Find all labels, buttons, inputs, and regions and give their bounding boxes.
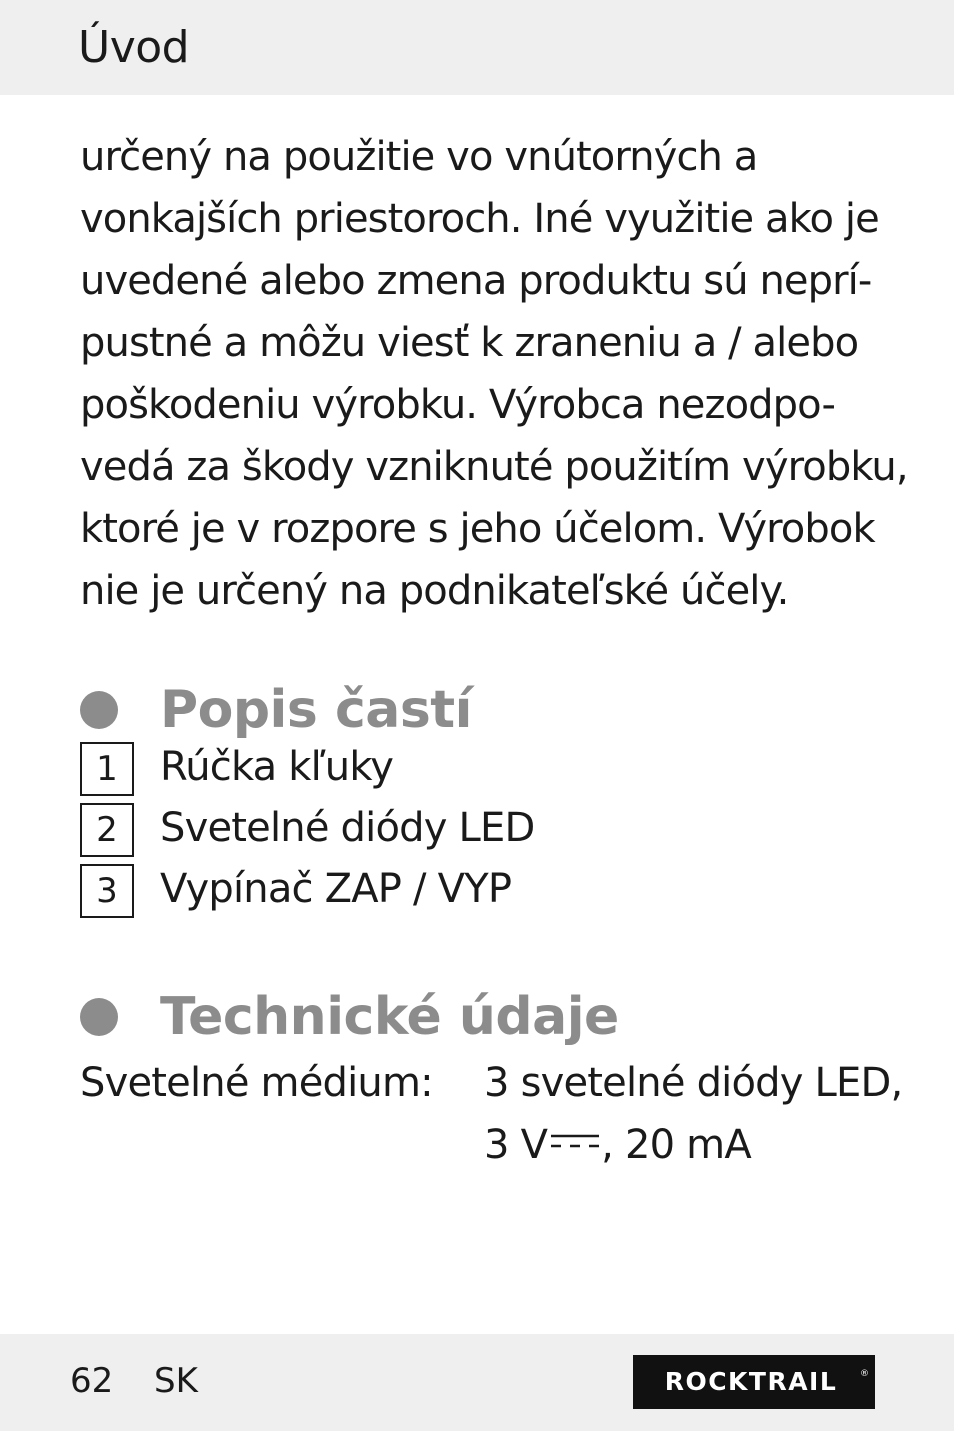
part-number-box: 2 — [80, 803, 134, 857]
part-number-box: 1 — [80, 742, 134, 796]
page-footer — [0, 1334, 954, 1431]
voltage-text: 3 V — [484, 1122, 548, 1168]
bullet-icon — [80, 691, 118, 729]
part-label: Svetelné diódy LED — [160, 805, 535, 851]
part-label: Vypínač ZAP / VYP — [160, 866, 512, 912]
direct-current-icon — [549, 1132, 601, 1150]
current-text: , 20 mA — [601, 1122, 751, 1168]
intro-line: určený na použitie vo vnútorných a — [80, 134, 758, 180]
spec-label: Svetelné médium: — [80, 1060, 433, 1106]
page-header — [0, 0, 954, 95]
intro-paragraph — [80, 126, 908, 622]
bullet-icon — [80, 998, 118, 1036]
registered-mark: ® — [860, 1369, 869, 1379]
spec-value — [484, 1052, 902, 1176]
parts-heading-text: Popis častí — [160, 680, 472, 740]
language-code: SK — [154, 1361, 198, 1401]
intro-line: vedá za škody vzniknuté použitím výrobku, — [80, 444, 908, 490]
intro-line: ktoré je v rozpore s jeho účelom. Výrobok — [80, 506, 875, 552]
page-number: 62 — [70, 1361, 114, 1401]
section-title: Úvod — [78, 22, 190, 73]
intro-line: nie je určený na podnikateľské účely. — [80, 568, 789, 614]
spec-value-line: 3 svetelné diódy LED, — [484, 1060, 903, 1106]
intro-line: poškodeniu výrobku. Výrobca nezodpo- — [80, 382, 836, 428]
spec-value-line — [484, 1114, 902, 1176]
tech-heading-text: Technické údaje — [160, 987, 619, 1047]
intro-line: uvedené alebo zmena produktu sú neprí- — [80, 258, 872, 304]
part-label: Rúčka kľuky — [160, 744, 394, 790]
intro-line: pustné a môžu viesť k zraneniu a / alebo — [80, 320, 859, 366]
brand-logo — [633, 1355, 875, 1409]
part-number-box: 3 — [80, 864, 134, 918]
brand-name: ROCKTRAIL — [664, 1367, 838, 1396]
intro-line: vonkajších priestoroch. Iné využitie ako je — [80, 196, 879, 242]
